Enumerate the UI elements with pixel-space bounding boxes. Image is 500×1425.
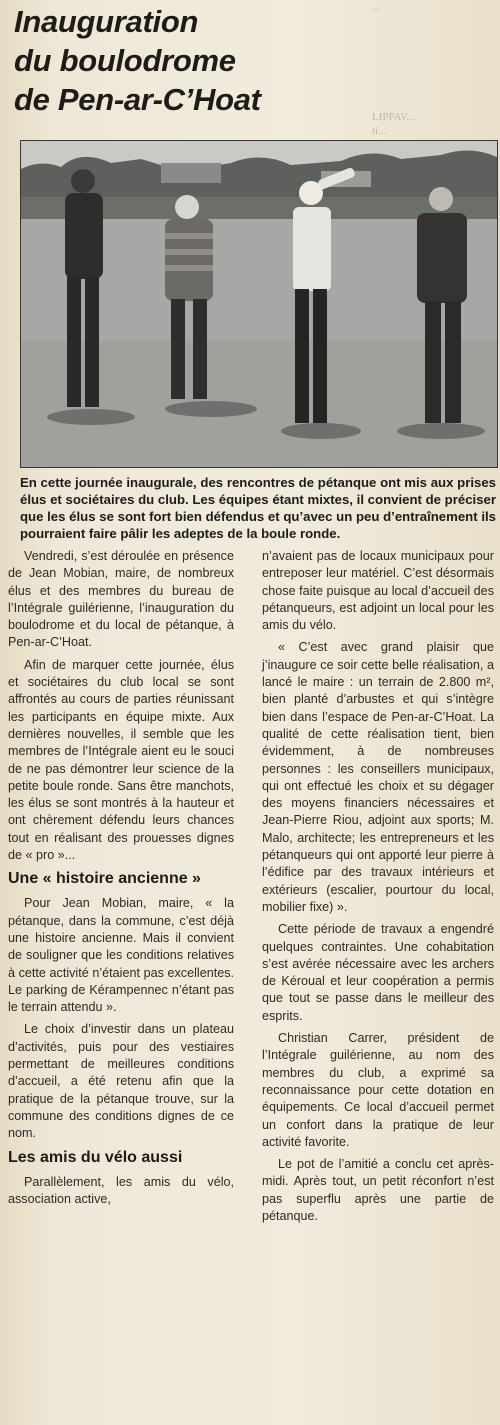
- bleed-line: ...: [372, 1, 381, 13]
- photo-caption: En cette journée inaugurale, des rencontres de pétanque ont mis aux prises élus et sociétaires du club. Les équipes étant mixtes, il convient de préciser que les élus se sont fort bien défendus et qu’avec un peu d’entraînement ils pourraient faire pâlir les adeptes de la boule ronde.: [20, 475, 496, 541]
- subheading: Les amis du vélo aussi: [8, 1148, 183, 1166]
- paragraph: Le pot de l’amitié a conclu cet après-midi. Après tout, un petit réconfort n’est pas superflu après une partie de pétanque.: [262, 1157, 494, 1223]
- paragraph: Parallèlement, les amis du vélo, association active,: [8, 1174, 234, 1206]
- paragraph: Pour Jean Mobian, maire, « la pétanque, dans la commune, c’est déjà une histoire ancienne. Mais il convient de souligner que les conditions relatives à cette activité n’étaient pas excellentes. Le parking de Kérampennec n’étant pas le terrain attendu ».: [8, 896, 234, 1015]
- paragraph: Vendredi, s’est déroulée en présence de Jean Mobian, maire, de nombreux élus et des membres du bureau de l’Intégrale guilérienne, l’inauguration du boulodrome et du local de pétanque, à Pen-ar-C’Hoat.: [8, 549, 234, 650]
- paragraph: Le choix d’investir dans un plateau d’activités, puis pour des vestiaires permettant de meilleures conditions d’accueil, a été retenu afin que la pratique de la pétanque trouve, sur la commune des conditions dignes de ce nom.: [8, 1022, 234, 1141]
- photo-illustration: [21, 141, 497, 467]
- article-photo: [20, 140, 498, 468]
- paragraph: n’avaient pas de locaux municipaux pour entreposer leur matériel. C’est désormais chose faite puisque au local d’accueil des pétanqueurs, est adjoint un local pour les amis du vélo.: [262, 549, 494, 633]
- paragraph: « C’est avec grand plaisir que j’inaugure ce soir cette belle réalisation, a lancé le maire : un terrain de 2.800 m², bien planté d’arbustes et qui s’intègre bien dans l’espace de Pen-ar-C’Hoat. La qualité de cette réalisation tient, bien évidemment, à de nombreuses personnes : les conseillers municipaux, qui ont effectué les choix et su dégager des moyens financiers nécessaires et Jean-Pierre Riou, adjoint aux sports; M. Malo, architecte; les entrepreneurs et les pétanqueurs qui ont apporté leur pierre à l’édifice par des travaux intérieurs et extérieurs (escalier, pourtour du local, mobilier fixe) ».: [262, 640, 494, 914]
- paragraph: Afin de marquer cette journée, élus et sociétaires du club local se sont affrontés au cours de parties réunissant les participants en équipe mixte. Aux dernières nouvelles, il semble que les membres de l’Intégrale aient eu le souci de ne pas démontrer leur science de la petite boule ronde. Sans être manchots, les élus se sont montrés à la hauteur et ont chèrement défendu leurs chances tout en réalisant des prouesses dignes de « pro »...: [8, 657, 234, 863]
- bleed-line: LIPPAV...: [372, 111, 415, 123]
- paragraph: Christian Carrer, président de l’Intégrale guilérienne, au nom des membres du club, a exprimé sa reconnaissance pour cette dotation en équipements. Ce local d’accueil permet un confort dans la pratique de leur activité favorite.: [262, 1031, 494, 1149]
- subheading: Une « histoire ancienne »: [8, 870, 201, 888]
- headline-line: du boulodrome: [14, 43, 236, 78]
- article-headline: [14, 2, 354, 119]
- headline-line: de Pen-ar-C’Hoat: [14, 82, 261, 117]
- headline-line: Inauguration: [14, 4, 199, 39]
- article-column-right: [262, 548, 494, 1230]
- article-column-left: [8, 548, 234, 1213]
- paragraph: Cette période de travaux a engendré quelques contraintes. Une cohabitation s’est avérée nécessaire avec les archers de Kéroual et leur coopération a permis que tout se passe dans le meilleur des esprits.: [262, 922, 494, 1023]
- bleed-line: ti...: [372, 125, 387, 137]
- bleed-through-text: [372, 0, 500, 140]
